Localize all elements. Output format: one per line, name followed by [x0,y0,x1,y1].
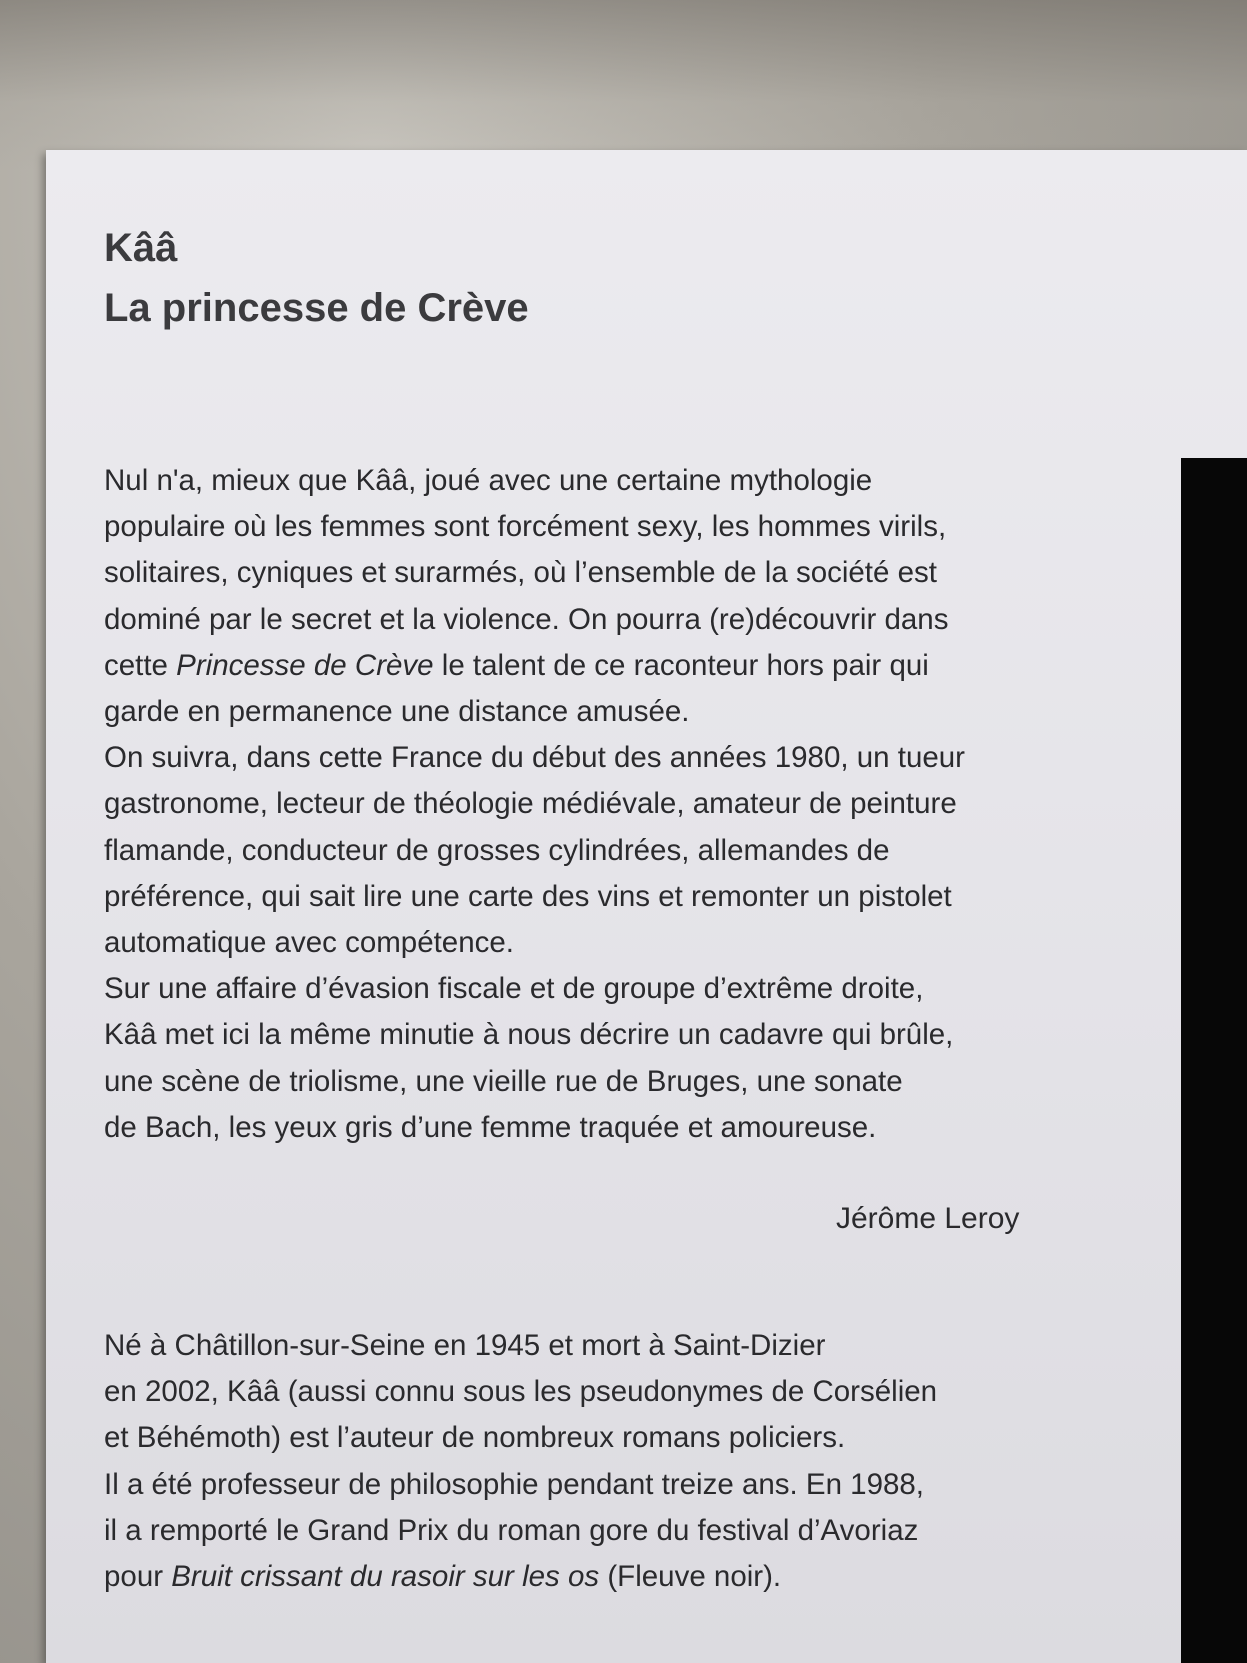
bio-line: Né à Châtillon-sur-Seine en 1945 et mort à Saint-Dizier [104,1329,826,1362]
description-line: flamande, conducteur de grosses cylindrées, allemandes de [104,833,890,867]
book-title: La princesse de Crève [104,286,529,330]
description-line: gastronome, lecteur de théologie médiévale, amateur de peinture [104,787,957,821]
bio-line: Il a été professeur de philosophie pendant treize ans. En 1988, [104,1467,925,1501]
description-line: On suivra, dans cette France du début des années 1980, un tueur [104,741,965,775]
description-line: Kââ met ici la même minutie à nous décrire un cadavre qui brûle, [104,1018,954,1052]
description-line: préférence, qui sait lire une carte des vins et remonter un pistolet [104,879,952,913]
bio-line: il a remporté le Grand Prix du roman gore du festival d’Avoriaz [104,1513,919,1547]
description-line: populaire où les femmes sont forcément sexy, les hommes virils, [104,510,947,544]
bio-line: pour Bruit crissant du rasoir sur les os (Fleuve noir). [104,1560,782,1594]
adjacent-dark-panel [1181,458,1247,1663]
description-line: solitaires, cyniques et surarmés, où l’ensemble de la société est [104,556,937,590]
description-line: une scène de triolisme, une vieille rue de Bruges, une sonate [104,1064,903,1098]
book-description [104,458,1104,1151]
review-signature: Jérôme Leroy [836,1202,1020,1235]
author-biography [104,1323,1104,1600]
description-line: garde en permanence une distance amusée. [104,695,690,729]
background-fabric [0,0,1247,170]
description-line: automatique avec compétence. [104,926,514,960]
bio-line: en 2002, Kââ (aussi connu sous les pseudonymes de Corsélien [104,1375,938,1409]
description-line: cette Princesse de Crève le talent de ce raconteur hors pair qui [104,648,929,682]
description-line: de Bach, les yeux gris d’une femme traquée et amoureuse. [104,1110,877,1144]
italic-book-title: Princesse de Crève [176,648,434,682]
bio-line: et Béhémoth) est l’auteur de nombreux romans policiers. [104,1421,846,1455]
description-line: Nul n'a, mieux que Kââ, joué avec une certaine mythologie [104,464,873,497]
italic-award-title: Bruit crissant du rasoir sur les os [171,1560,600,1594]
description-line: dominé par le secret et la violence. On pourra (re)découvrir dans [104,602,949,636]
description-line: Sur une affaire d’évasion fiscale et de groupe d’extrême droite, [104,972,924,1006]
author-name: Kââ [104,226,178,270]
